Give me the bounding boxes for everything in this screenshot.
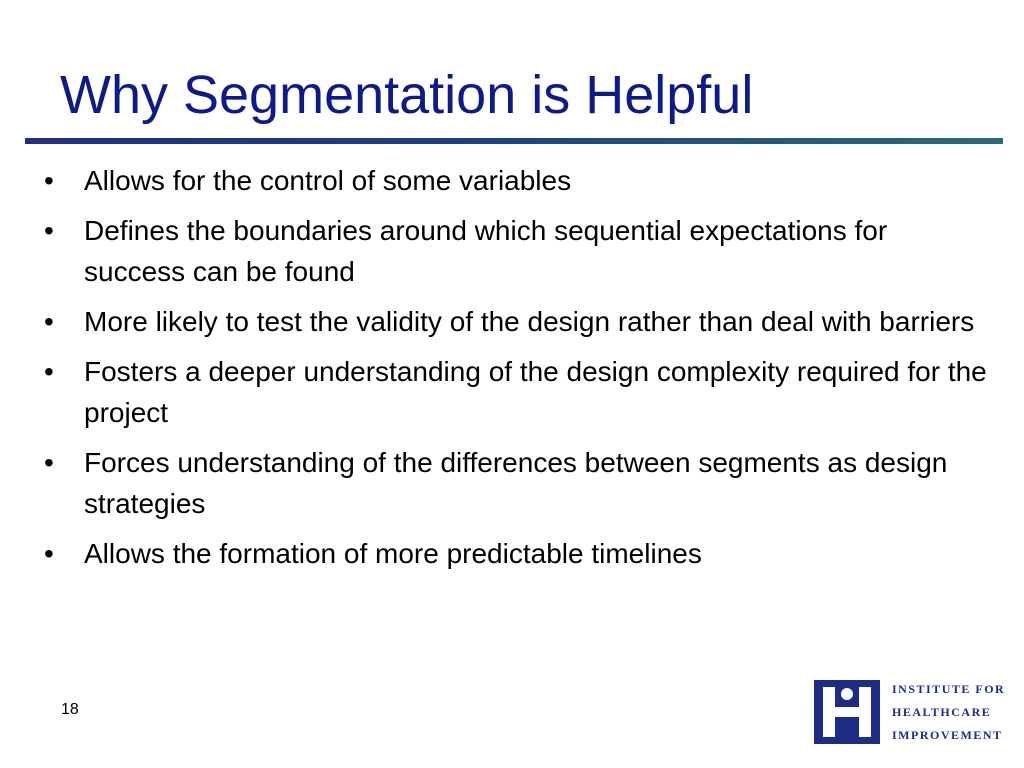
bullet-marker: •: [44, 165, 54, 196]
bullet-text: Forces understanding of the differences between segments as design strategies: [84, 447, 948, 519]
bullet-marker: •: [44, 538, 54, 569]
logo-line-institute: INSTITUTE FOR: [892, 682, 1006, 696]
bullet-item: [44, 301, 994, 342]
bullet-list: [44, 160, 994, 583]
bullet-marker: •: [44, 447, 54, 478]
bullet-marker: •: [44, 215, 54, 246]
bullet-marker: •: [44, 306, 54, 337]
bullet-item: [44, 442, 994, 524]
ihi-logo-mark-icon: [814, 680, 880, 744]
ihi-logo-text: [892, 680, 1004, 744]
bullet-item: [44, 351, 994, 433]
title-divider-right: [445, 138, 1003, 144]
logo-line-improvement: IMPROVEMENT: [892, 728, 1003, 742]
bullet-text: More likely to test the validity of the design rather than deal with barriers: [84, 306, 975, 337]
title-divider-left: [25, 138, 445, 144]
title-divider: [25, 138, 1003, 144]
slide-title: Why Segmentation is Helpful: [60, 65, 754, 125]
bullet-text: Fosters a deeper understanding of the design complexity required for the project: [84, 356, 987, 428]
bullet-item: [44, 533, 994, 574]
bullet-text: Defines the boundaries around which sequential expectations for success can be found: [84, 215, 888, 287]
logo-line-healthcare: HEALTHCARE: [892, 705, 992, 719]
bullet-marker: •: [44, 356, 54, 387]
ihi-logo: [814, 680, 1004, 744]
bullet-text: Allows for the control of some variables: [84, 165, 572, 196]
bullet-text: Allows the formation of more predictable timelines: [84, 538, 702, 569]
page-number: 18: [61, 701, 79, 718]
bullet-item: [44, 210, 994, 292]
bullet-item: [44, 160, 994, 201]
